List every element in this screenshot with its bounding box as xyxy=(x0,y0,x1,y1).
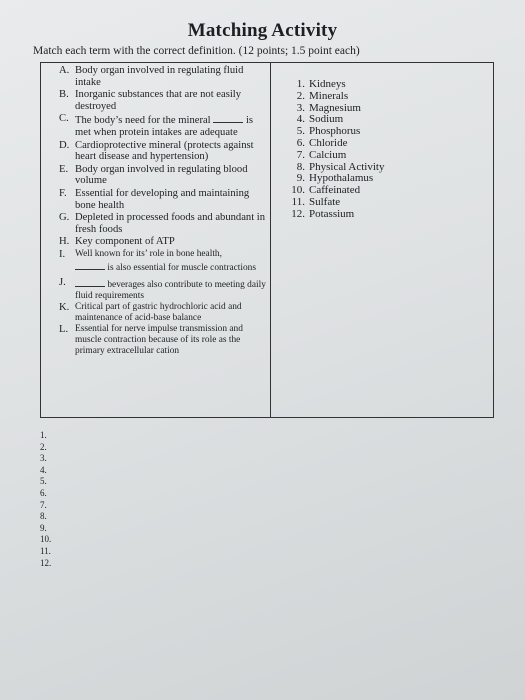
definitions-column xyxy=(41,63,271,417)
answer-line[interactable]: 8. xyxy=(40,511,47,522)
answer-blank[interactable] xyxy=(75,260,105,270)
answer-line[interactable]: 1. xyxy=(40,430,47,440)
term-text: Magnesium xyxy=(309,101,361,114)
term-item xyxy=(289,91,493,103)
term-item xyxy=(289,209,493,221)
page-title: Matching Activity xyxy=(187,20,338,41)
definition-text: Inorganic substances that are not easily destroyed xyxy=(75,89,242,112)
term-number: 2. xyxy=(296,89,305,102)
answer-list xyxy=(40,430,51,569)
definition-text: Cardioprotective mineral (protects against heart disease and hypertension) xyxy=(75,139,254,163)
definition-letter: K. xyxy=(59,302,70,314)
definition-i xyxy=(59,249,270,273)
answer-line[interactable]: 9. xyxy=(40,522,47,533)
answer-line[interactable]: 10. xyxy=(40,534,52,545)
definition-e xyxy=(59,164,270,187)
term-text: Sulfate xyxy=(309,195,341,208)
term-number: 10. xyxy=(291,184,305,197)
definition-c xyxy=(59,113,270,138)
answer-blank[interactable] xyxy=(75,277,105,287)
term-text: Phosphorus xyxy=(309,125,361,138)
answer-line[interactable]: 5. xyxy=(40,476,47,487)
definition-j xyxy=(59,277,270,301)
term-number: 5. xyxy=(296,125,305,138)
term-item xyxy=(289,138,493,150)
definition-text xyxy=(75,249,270,273)
answer-line[interactable]: 12. xyxy=(40,557,52,568)
term-number: 1. xyxy=(296,78,305,90)
answer-line[interactable]: 7. xyxy=(40,499,47,510)
term-number: 12. xyxy=(291,207,305,220)
term-item xyxy=(289,150,493,162)
instructions: Match each term with the correct definition. (12 points; 1.5 point each) xyxy=(33,45,360,57)
definition-letter: C. xyxy=(59,113,69,125)
definition-text-part: Well known for its’ role in bone health, xyxy=(75,248,222,259)
term-text: Chloride xyxy=(309,136,348,149)
answer-line[interactable]: 11. xyxy=(40,545,51,556)
term-text: Caffeinated xyxy=(309,184,361,197)
definition-text-part: is also essential for muscle contractions xyxy=(107,262,257,273)
terms-column xyxy=(271,63,493,417)
definition-text-part: beverages also contribute to meeting daily fluid requirements xyxy=(75,280,266,301)
definition-d xyxy=(59,140,270,163)
definition-letter: L. xyxy=(59,324,69,336)
term-text: Sodium xyxy=(309,113,344,126)
matching-table xyxy=(40,62,494,418)
term-number: 3. xyxy=(296,101,305,114)
term-text: Hypothalamus xyxy=(309,172,374,185)
term-number: 7. xyxy=(296,148,305,161)
definition-letter: D. xyxy=(59,139,70,151)
term-text: Physical Activity xyxy=(309,160,385,173)
answer-line[interactable]: 2. xyxy=(40,441,47,452)
definition-text-part: The body’s need for the mineral xyxy=(75,115,211,127)
definition-letter: H. xyxy=(59,236,70,248)
term-text: Minerals xyxy=(309,89,349,102)
answer-line[interactable]: 3. xyxy=(40,453,47,464)
answer-line[interactable]: 6. xyxy=(40,487,47,498)
term-text: Potassium xyxy=(309,207,355,220)
definition-g xyxy=(59,212,270,235)
definition-text: Body organ involved in regulating fluid intake xyxy=(75,65,244,88)
definition-a xyxy=(59,65,270,88)
definition-f xyxy=(59,188,270,211)
definition-letter: F. xyxy=(59,187,67,199)
definition-text xyxy=(75,277,270,301)
term-number: 6. xyxy=(296,136,305,149)
definition-text: Essential for nerve impulse transmission and muscle contraction because of its role as the primary extracellular cation xyxy=(75,324,243,356)
definition-text: Body organ involved in regulating blood volume xyxy=(75,163,248,187)
definition-text xyxy=(75,113,270,138)
definition-text: Critical part of gastric hydrochloric acid and maintenance of acid-base balance xyxy=(75,302,242,323)
term-number: 11. xyxy=(291,195,305,208)
definition-letter: A. xyxy=(59,65,70,76)
term-text: Kidneys xyxy=(309,78,346,90)
answer-line[interactable]: 4. xyxy=(40,464,47,475)
definition-letter: B. xyxy=(59,89,69,101)
definition-text-part: is met when protein intakes are adequate xyxy=(75,115,254,138)
term-number: 4. xyxy=(296,113,305,126)
definition-text: Key component of ATP xyxy=(75,236,175,248)
term-number: 9. xyxy=(296,172,305,185)
definition-letter: G. xyxy=(59,212,70,224)
answer-blank[interactable] xyxy=(213,113,243,123)
definition-k xyxy=(59,302,270,323)
definition-b xyxy=(59,89,270,112)
term-text: Calcium xyxy=(309,148,347,161)
definition-letter: E. xyxy=(59,163,69,175)
term-item xyxy=(289,197,493,209)
definition-text: Depleted in processed foods and abundant in fresh foods xyxy=(75,212,266,235)
definition-h xyxy=(59,236,270,248)
term-number: 8. xyxy=(296,160,305,173)
definition-l xyxy=(59,324,270,356)
definition-letter: J. xyxy=(59,277,66,289)
definition-text: Essential for developing and maintaining bone health xyxy=(75,187,250,211)
definition-letter: I. xyxy=(59,248,66,260)
